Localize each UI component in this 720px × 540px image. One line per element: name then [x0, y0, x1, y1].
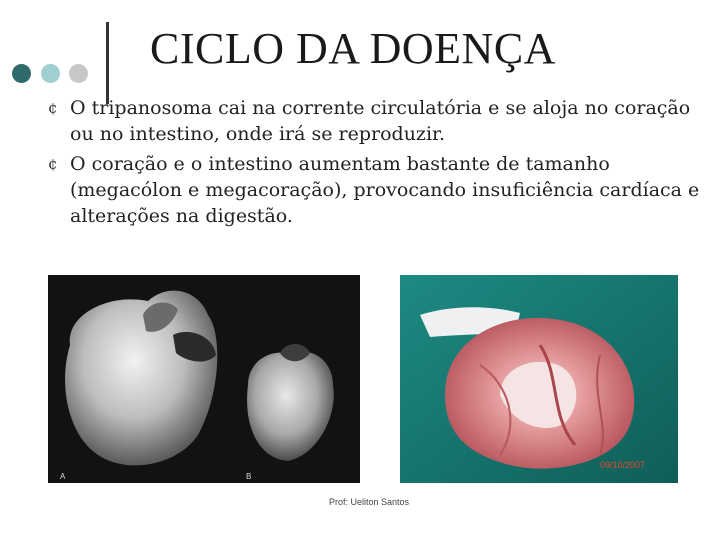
bullet-item [48, 95, 708, 147]
decorative-dot-icon [41, 64, 60, 83]
image-label-b: B [246, 472, 252, 481]
bullet-text: O coração e o intestino aumentam bastante de tamanho (megacólon e megacoração), provocando insuficiência cardíaca e alterações na digestão. [70, 153, 700, 227]
megacolon-photo [400, 275, 678, 483]
bullet-list [48, 95, 708, 233]
bullet-icon: ¢ [48, 99, 58, 117]
decorative-dot-icon [69, 64, 88, 83]
hearts-photo [48, 275, 360, 483]
slide-title: CICLO DA DOENÇA [150, 24, 556, 73]
bullet-item [48, 151, 708, 229]
photo-timestamp: 09/10/2007 [600, 460, 646, 470]
title-divider [106, 22, 109, 104]
image-label-a: A [60, 472, 66, 481]
footer-credit: Prof: Ueliton Santos [329, 497, 410, 507]
bullet-icon: ¢ [48, 155, 58, 173]
bullet-text: O tripanosoma cai na corrente circulatória e se aloja no coração ou no intestino, onde irá se reproduzir. [70, 97, 691, 145]
enlarged-heart-shape [65, 291, 217, 466]
decorative-dot-icon [12, 64, 31, 83]
